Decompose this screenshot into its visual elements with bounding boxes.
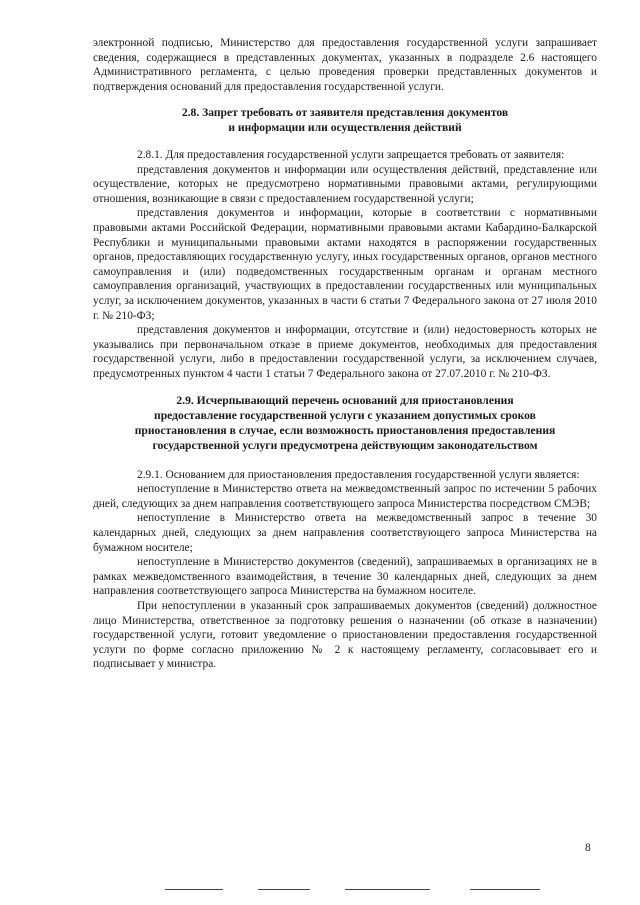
heading-line: 2.8. Запрет требовать от заявителя представления документов [181,106,509,120]
intro-paragraph: электронной подписью, Министерство для предоставления государственной услуги запрашивает сведения, содержащиеся в представленных документах, указанных в подразделе 2.6 настоящего Административного регламента, с целью проведения проверки представленных документов и подтверждения оснований для предоставления государственной услуги. [93,37,597,93]
footer-rule [165,889,223,890]
heading-line: приостановления в случае, если возможность приостановления предоставления [134,424,556,438]
footer-rule [258,889,310,890]
paragraph: При непоступлении в указанный срок запрашиваемых документов (сведений) должностное лицо Министерства, ответственное за подготовку решения о назначении (об отказе в назначении) государственной услуги, готовит уведомление о приостановлении предоставления государственной услуги по форме согласно приложению № 2 к настоящему регламенту, согласовывает его и подписывает у министра. [93,600,597,671]
heading-line: и информации или осуществления действий [228,121,462,135]
paragraph-2-9-1: 2.9.1. Основанием для приостановления предоставления государственной услуги является: [137,468,580,481]
paragraph: непоступление в Министерство ответа на межведомственный запрос по истечении 5 рабочих дней, следующих за днем направления соответствующего запроса Министерства посредством СМЭВ; [93,483,597,510]
paragraph: непоступление в Министерство ответа на межведомственный запрос в течение 30 календарных дней, следующих за днем направления соответствующего запроса Министерства на бумажном носителе; [93,512,597,554]
page-content [93,36,597,672]
paragraph: непоступление в Министерство документов (сведений), запрашиваемых в организациях не в рамках межведомственного взаимодействия, в течение 30 календарных дней, следующих за днем направления соответствующего запроса Министерства на бумажном носителе. [93,556,597,598]
heading-line: предоставление государственной услуги с указанием допустимых сроков [154,409,536,423]
section-2-8-heading [93,106,597,136]
paragraph: представления документов и информации, отсутствие и (или) недостоверность которых не указывались при первоначальном отказе в приеме документов, необходимых для предоставления государственной услуги, либо в предоставлении государственной услуги, за исключением случаев, предусмотренных пунктом 4 части 1 статьи 7 Федерального закона от 27.07.2010 г. № 210-ФЗ. [93,324,597,380]
heading-line: 2.9. Исчерпывающий перечень оснований для приостановления [176,394,514,408]
heading-line: государственной услуги предусмотрена действующим законодательством [152,438,538,452]
paragraph: представления документов и информации, которые в соответствии с нормативными правовыми актами Российской Федерации, нормативными правовыми актами Кабардино-Балкарской Республики и муниципальными правовыми актами находятся в распоряжении государственных органов, предоставляющих государственную услугу, иных государственных органов, органов местного самоуправления и (или) подведомственных государственным органам и органам местного самоуправления организаций, участвующих в предоставлении государственных или муниципальных услуг, за исключением документов, указанных в части 6 статьи 7 Федерального закона от 27 июля 2010 г. № 210-ФЗ; [93,207,597,322]
section-2-9-heading [93,394,597,453]
paragraph-2-8-1: 2.8.1. Для предоставления государственной услуги запрещается требовать от заявителя: [137,148,565,161]
paragraph: представления документов и информации или осуществления действий, представление или осуществление, которых не предусмотрено нормативными правовыми актами, регулирующими отношения, возникающие в связи с предоставлением государственной услуги; [93,163,597,205]
footer-rule [345,889,430,890]
page-number: 8 [585,842,591,854]
footer-rule [470,889,540,890]
